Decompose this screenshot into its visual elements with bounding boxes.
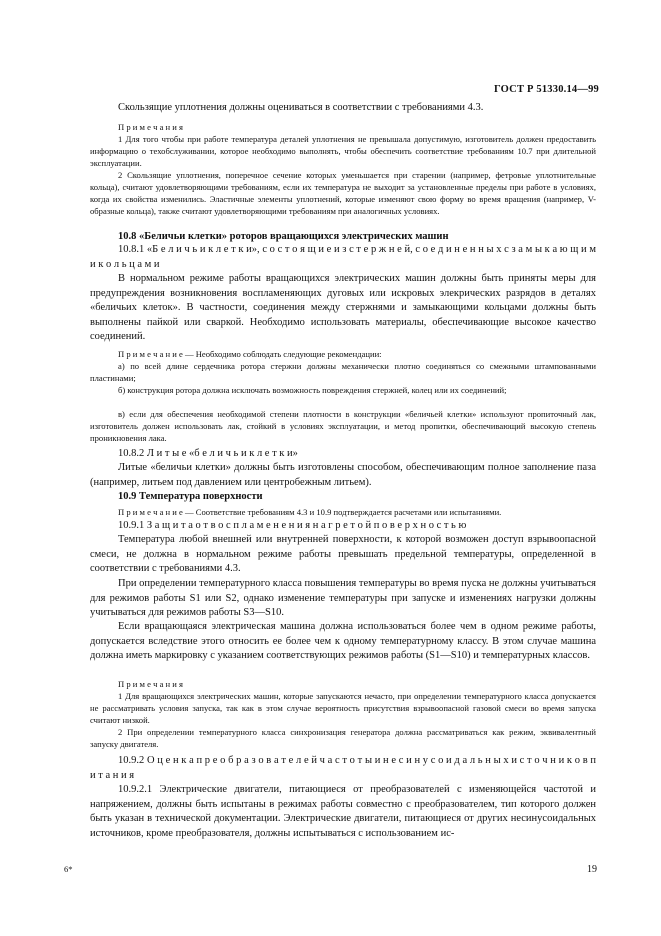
- paragraph: Литые «беличьи клетки» должны быть изготовлены способом, обеспечивающим полное заполнение паза (например, литьем под давлением или центробежным литьем).: [90, 462, 596, 488]
- paragraph: В нормальном режиме работы вращающихся электрических машин должны быть приняты меры для предупреждения возникновения воспламеняющих дуговых или искровых элекрических разрядов в деталях «беличьих клеток». В частности, соединения между стержнями и замыкающими кольцами должны быть выполнены пайкой или сваркой. Необходимо использовать материалы, обеспечивающие высокое качество соединений.: [90, 273, 596, 342]
- paragraph: Если вращающаяся электрическая машина должна использоваться более чем в одном режиме работы, допускается вследствие этого относить ее более чем к одному температурному классу. В этом случае машина должна иметь маркировку с указанием соответствующих режимов работы (S1—S10) и температурных классов.: [90, 621, 596, 661]
- document-code: ГОСТ Р 51330.14—99: [494, 84, 599, 95]
- paragraph: Температура любой внешней или внутренней поверхности, к которой возможен доступ взрывоопасной смеси, не должна в нормальном режиме работы превышать предельной температуры, определенной в соответствии с требованиями 4.3.: [90, 534, 596, 574]
- footer-mark: 6*: [64, 864, 73, 874]
- note-item: 1 Для того чтобы при работе температура деталей уплотнения не превышала допустимую, изготовитель должен предоставить информацию о техобслуживании, которое необходимо выполнять, чтобы обеспечить соответствие требованиям 10.7 при длительной эксплуатации.: [90, 134, 596, 168]
- paragraph: 10.9.2.1 Электрические двигатели, питающиеся от преобразователей с изменяющейся частотой и напряжением, должны быть испытаны в режимах работы совместно с преобразователем, тип которого должен быть указан в технической документации. Электрические двигатели, питающиеся от других несинусоидальных источников, кроме преобразователя, должны испытываться с использованием ис-: [90, 784, 596, 839]
- notes-heading: П р и м е ч а н и я: [118, 679, 183, 689]
- paragraph: Скользящие уплотнения должны оцениваться в соответствии с требованиями 4.3.: [118, 102, 484, 113]
- note-list-item: в) если для обеспечения необходимой степени плотности в конструкции «беличьей клетки» используют пропиточный лак, изготовитель должен использовать лак, стойкий в условиях эксплуатации, и метод пропитки, обеспечивающий высокую степень проникновения лака.: [90, 409, 596, 443]
- note-list-item: б) конструкция ротора должна исключать возможность повреждения стержней, колец или их соединений;: [118, 385, 507, 395]
- subsection-heading: 10.8.1 «Б е л и ч ь и к л е т к и», с о с т о я щ и е и з с т е р ж н е й, с о е д и н е н н ы х с з а м ы к а ю щ и м и к о л ь ц а м и: [90, 244, 596, 270]
- subsection-heading: 10.8.2 Л и т ы е «б е л и ч ь и к л е т к и»: [118, 448, 298, 459]
- page-number: 19: [587, 864, 597, 875]
- paragraph: При определении температурного класса повышения температуры во время пуска не должны учитываться для режимов работы S1 или S2, однако изменение температуры при запуске и изменениях нагрузки должны учитываться для режимов работы S3—S10.: [90, 578, 596, 618]
- note-lead: П р и м е ч а н и е — Необходимо соблюдать следующие рекомендации:: [118, 349, 382, 359]
- subsection-heading: 10.9.2 О ц е н к а п р е о б р а з о в а т е л е й ч а с т о т ы и н е с и н у с о и д а л ь н ы х и с т о ч н и к о в п и т а н и я: [90, 755, 596, 781]
- note-item: 1 Для вращающихся электрических машин, которые запускаются нечасто, при определении температурного класса допускается не рассматривать условия запуска, так как в этом случае вероятность присутствия взрывоопасной газовой смеси во время запуска считают низкой.: [90, 691, 596, 725]
- notes-heading: П р и м е ч а н и я: [118, 122, 183, 132]
- note-list-item: а) по всей длине сердечника ротора стержни должны механически плотно соединяться со смежными штампованными пластинами;: [90, 361, 596, 383]
- note-item: 2 При определении температурного класса синхронизация генератора должна рассматриваться как режим, эквивалентный запуску двигателя.: [90, 727, 596, 749]
- note: П р и м е ч а н и е — Соответствие требованиям 4.3 и 10.9 подтверждается расчетами или испытаниями.: [118, 507, 502, 517]
- section-heading: 10.8 «Беличьи клетки» роторов вращающихся электрических машин: [118, 231, 449, 242]
- section-heading: 10.9 Температура поверхности: [118, 491, 263, 502]
- note-item: 2 Скользящие уплотнения, поперечное сечение которых уменьшается при старении (например, фетровые уплотнительные кольца), считают удовлетворяющими требованиям, если их температура не выходит за установленные пределы при работе в условиях, когда их свойства изменились. Эластичные элементы уплотнений, которые изменяют свою форму во время вращения (например, V-образные кольца), также считают удовлетворяющими требованиям при аналогичных условиях.: [90, 170, 596, 216]
- subsection-heading: 10.9.1 З а щ и т а о т в о с п л а м е н е н и я н а г р е т о й п о в е р х н о с т ь ю: [118, 520, 467, 531]
